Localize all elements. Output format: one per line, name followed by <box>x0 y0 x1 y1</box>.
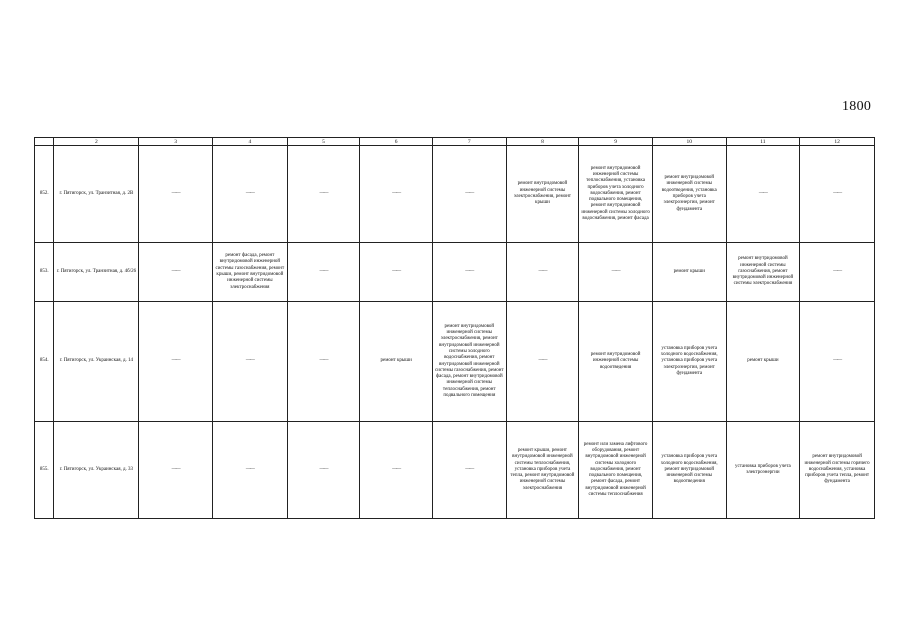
table-cell: —— <box>432 146 506 243</box>
table-cell: —— <box>360 422 433 519</box>
table-cell: установка приборов учета электроэнергии <box>726 422 800 519</box>
column-header: 12 <box>800 138 875 146</box>
table-cell: ремонт внутридомовой инженерной системы электроснабжения, ремонт крыши <box>506 146 579 243</box>
table-cell: —— <box>506 302 579 422</box>
table-cell: ремонт или замена лифтового оборудования, ремонт внутридомовой инженерной системы холодного водоснабжения, ремонт подвального помещения, ремонт фасада, ремонт внутридомовой инженерной системы теплоснабжения <box>579 422 653 519</box>
column-header: 9 <box>579 138 653 146</box>
column-header: 4 <box>213 138 288 146</box>
table-cell: —— <box>287 146 360 243</box>
table-cell: ремонт крыши <box>652 243 726 302</box>
table-cell: —— <box>726 146 800 243</box>
table-cell: —— <box>213 146 288 243</box>
column-header: 5 <box>287 138 360 146</box>
table-cell: ремонт внутридомовой инженерной системы водоотведения <box>579 302 653 422</box>
column-number-row <box>35 138 875 146</box>
table-cell: —— <box>579 243 653 302</box>
table-cell: —— <box>287 422 360 519</box>
row-number: 855. <box>35 422 54 519</box>
table-row <box>35 422 875 519</box>
table-cell: ремонт крыши <box>360 302 433 422</box>
column-header: 3 <box>139 138 213 146</box>
table-cell: —— <box>800 146 875 243</box>
address-cell: г. Пятигорск, ул. Украинская, д. 33 <box>54 422 139 519</box>
column-header <box>35 138 54 146</box>
table-row <box>35 243 875 302</box>
table-cell: —— <box>287 243 360 302</box>
table-cell: —— <box>139 422 213 519</box>
address-cell: г. Пятигорск, ул. Транзитная, д. 2В <box>54 146 139 243</box>
table-cell: —— <box>139 243 213 302</box>
column-header: 2 <box>54 138 139 146</box>
table-cell: установка приборов учета холодного водоснабжения, установка приборов учета электроэнергии, ремонт фундамента <box>652 302 726 422</box>
address-cell: г. Пятигорск, ул. Украинская, д. 14 <box>54 302 139 422</box>
table-cell: ремонт крыши <box>726 302 800 422</box>
table-cell: —— <box>213 422 288 519</box>
column-header: 11 <box>726 138 800 146</box>
table-cell: ремонт крыши, ремонт внутридомовой инженерной системы теплоснабжения, установка приборов учета тепла, ремонт внутридомовой инженерной системы электроснабжения <box>506 422 579 519</box>
table-row <box>35 302 875 422</box>
table-cell: —— <box>213 302 288 422</box>
table-cell: —— <box>432 243 506 302</box>
table-cell: ремонт внутридомовой инженерной системы водоотведения, установка приборов учета электроэнергии, ремонт фундамента <box>652 146 726 243</box>
table-row <box>35 146 875 243</box>
table-cell: —— <box>360 146 433 243</box>
table-cell: установка приборов учета холодного водоснабжения, ремонт внутридомовой инженерной системы водоотведения <box>652 422 726 519</box>
table-cell: ремонт внутридомовой инженерной системы горячего водоснабжения, установка приборов учета тепла, ремонт фундамента <box>800 422 875 519</box>
table-cell: —— <box>287 302 360 422</box>
table-cell: —— <box>360 243 433 302</box>
column-header: 10 <box>652 138 726 146</box>
repair-schedule-table <box>34 137 875 519</box>
table-cell: ремонт внутридомовой инженерной системы газоснабжения, ремонт внутридомовой инженерной системы электроснабжения <box>726 243 800 302</box>
address-cell: г. Пятигорск, ул. Транзитная, д. 4б/26 <box>54 243 139 302</box>
table-cell: —— <box>139 302 213 422</box>
row-number: 852. <box>35 146 54 243</box>
page-number: 1800 <box>842 99 872 114</box>
column-header: 6 <box>360 138 433 146</box>
table-cell: —— <box>506 243 579 302</box>
table-cell: ремонт фасада, ремонт внутридомовой инженерной системы газоснабжения, ремонт крыши, ремонт внутридомовой инженерной системы электроснабжения <box>213 243 288 302</box>
row-number: 854. <box>35 302 54 422</box>
table-cell: ремонт внутридомовой инженерной системы электроснабжения, ремонт внутридомовой инженерной системы холодного водоснабжения, ремонт внутридомовой инженерной системы газоснабжения, ремонт фасада, ремонт внутридомовой инженерной системы теплоснабжения, ремонт подвального помещения <box>432 302 506 422</box>
table-cell: —— <box>139 146 213 243</box>
row-number: 853. <box>35 243 54 302</box>
table-cell: —— <box>800 243 875 302</box>
table-cell: —— <box>800 302 875 422</box>
column-header: 7 <box>432 138 506 146</box>
table-cell: —— <box>432 422 506 519</box>
column-header: 8 <box>506 138 579 146</box>
table-cell: ремонт внутридомовой инженерной системы теплоснабжения, установка приборов учета холодного водоснабжения, ремонт подвального помещения, ремонт внутридомовой инженерной системы холодного водоснабжения, ремонт фасада <box>579 146 653 243</box>
